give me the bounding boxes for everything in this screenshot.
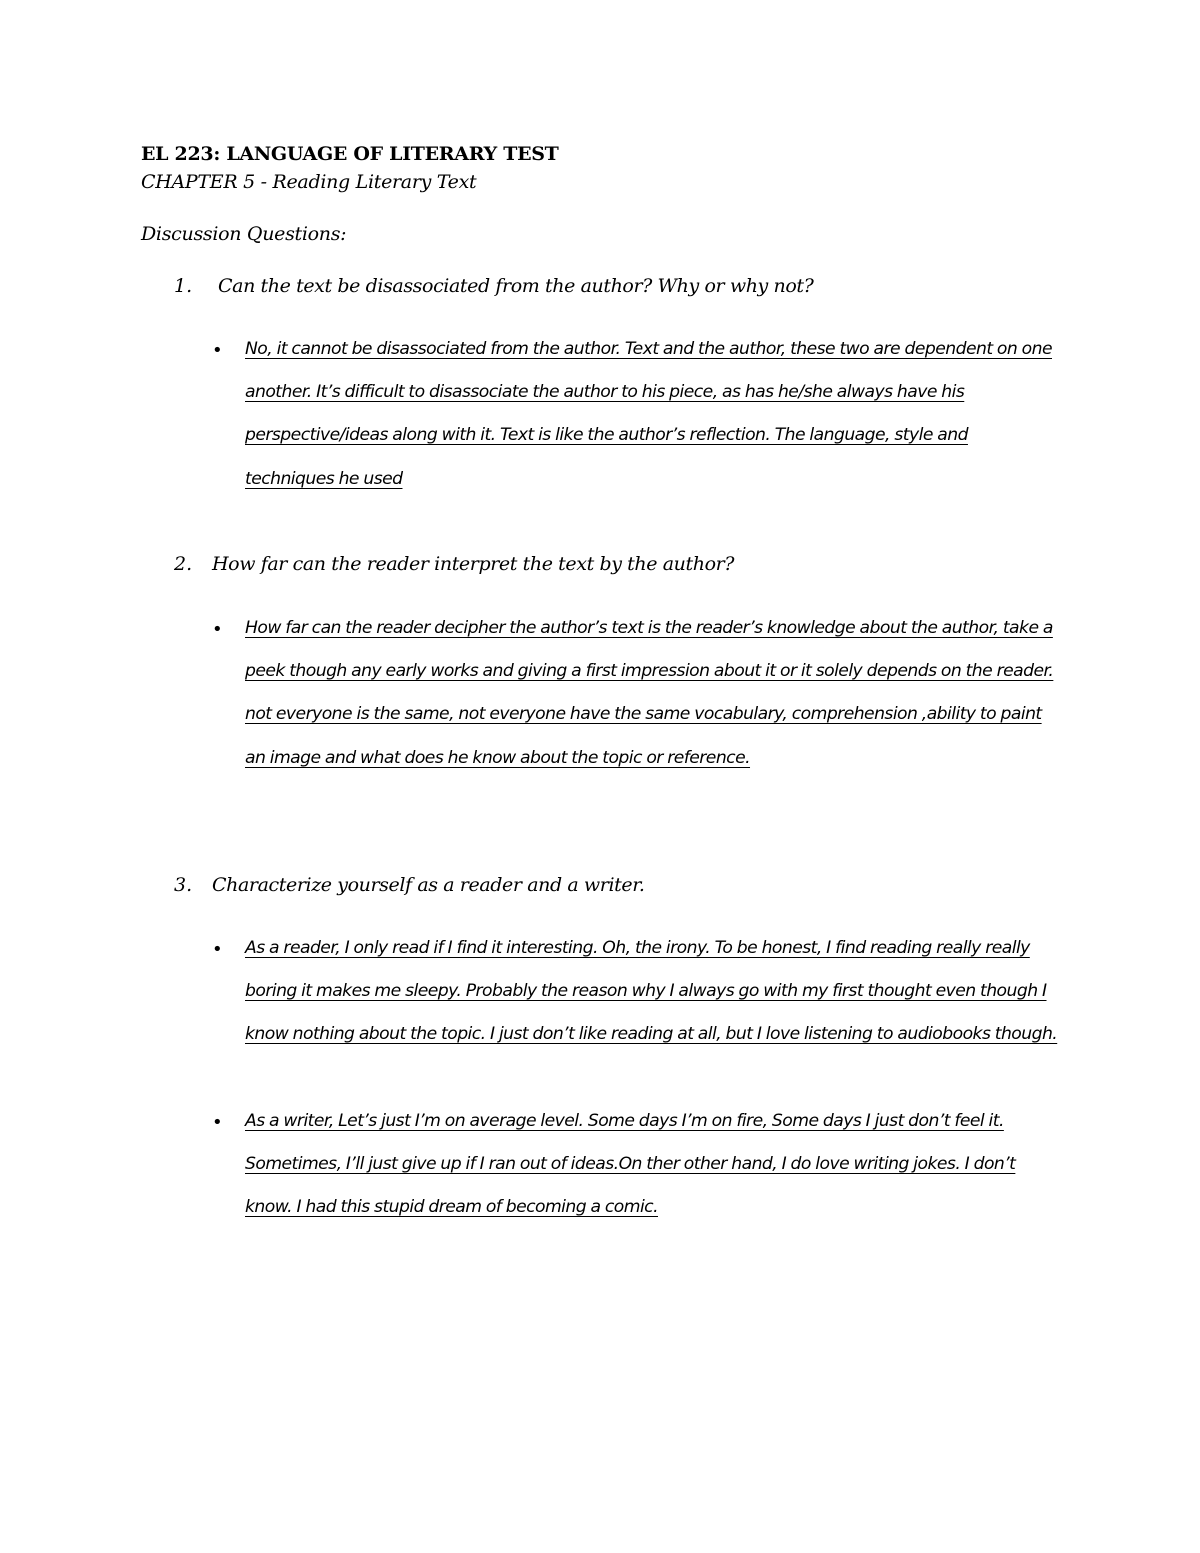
question-number: 2. bbox=[174, 553, 193, 575]
question-text: Can the text be disassociated from the author? Why or why not? bbox=[218, 275, 814, 297]
bullet-icon: • bbox=[212, 619, 223, 640]
document-title: EL 223: LANGUAGE OF LITERARY TEST bbox=[141, 143, 559, 165]
question-number: 3. bbox=[174, 874, 193, 896]
bullet-icon: • bbox=[212, 340, 223, 361]
bullet-icon: • bbox=[212, 939, 223, 960]
section-label: Discussion Questions: bbox=[141, 223, 347, 245]
question-text: How far can the reader interpret the text by the author? bbox=[212, 553, 735, 575]
chapter-subtitle: CHAPTER 5 - Reading Literary Text bbox=[141, 171, 477, 193]
question-number: 1. bbox=[174, 275, 193, 297]
answer-text: As a reader, I only read if I find it interesting. Oh, the irony. To be honest, I find reading really really boring it makes me sleepy. Probably the reason why I always go with my first thought even though I know nothing about the topic. I just don’t like reading at all, but I love listening to audiobooks though. bbox=[245, 938, 1058, 1045]
bullet-icon: • bbox=[212, 1112, 223, 1133]
answer-text: As a writer, Let’s just I’m on average level. Some days I’m on fire, Some days I just don’t feel it. Sometimes, I’ll just give up if I ran out of ideas.On ther other hand, I do love writing jokes. I don’t know. I had this stupid dream of becoming a comic. bbox=[245, 1111, 1016, 1218]
answer-text: No, it cannot be disassociated from the author. Text and the author, these two are dependent on one another. It’s difficult to disassociate the author to his piece, as has he/she always have his perspective/ideas along with it. Text is like the author’s reflection. The language, style and techniques he used bbox=[245, 339, 1052, 489]
question-text: Characterize yourself as a reader and a writer. bbox=[212, 874, 645, 896]
answer-text: How far can the reader decipher the author’s text is the reader’s knowledge about the author, take a peek though any early works and giving a first impression about it or it solely depends on the reader. not everyone is the same, not everyone have the same vocabulary, comprehension ,ability to paint an image and what does he know about the topic or reference. bbox=[245, 618, 1054, 768]
